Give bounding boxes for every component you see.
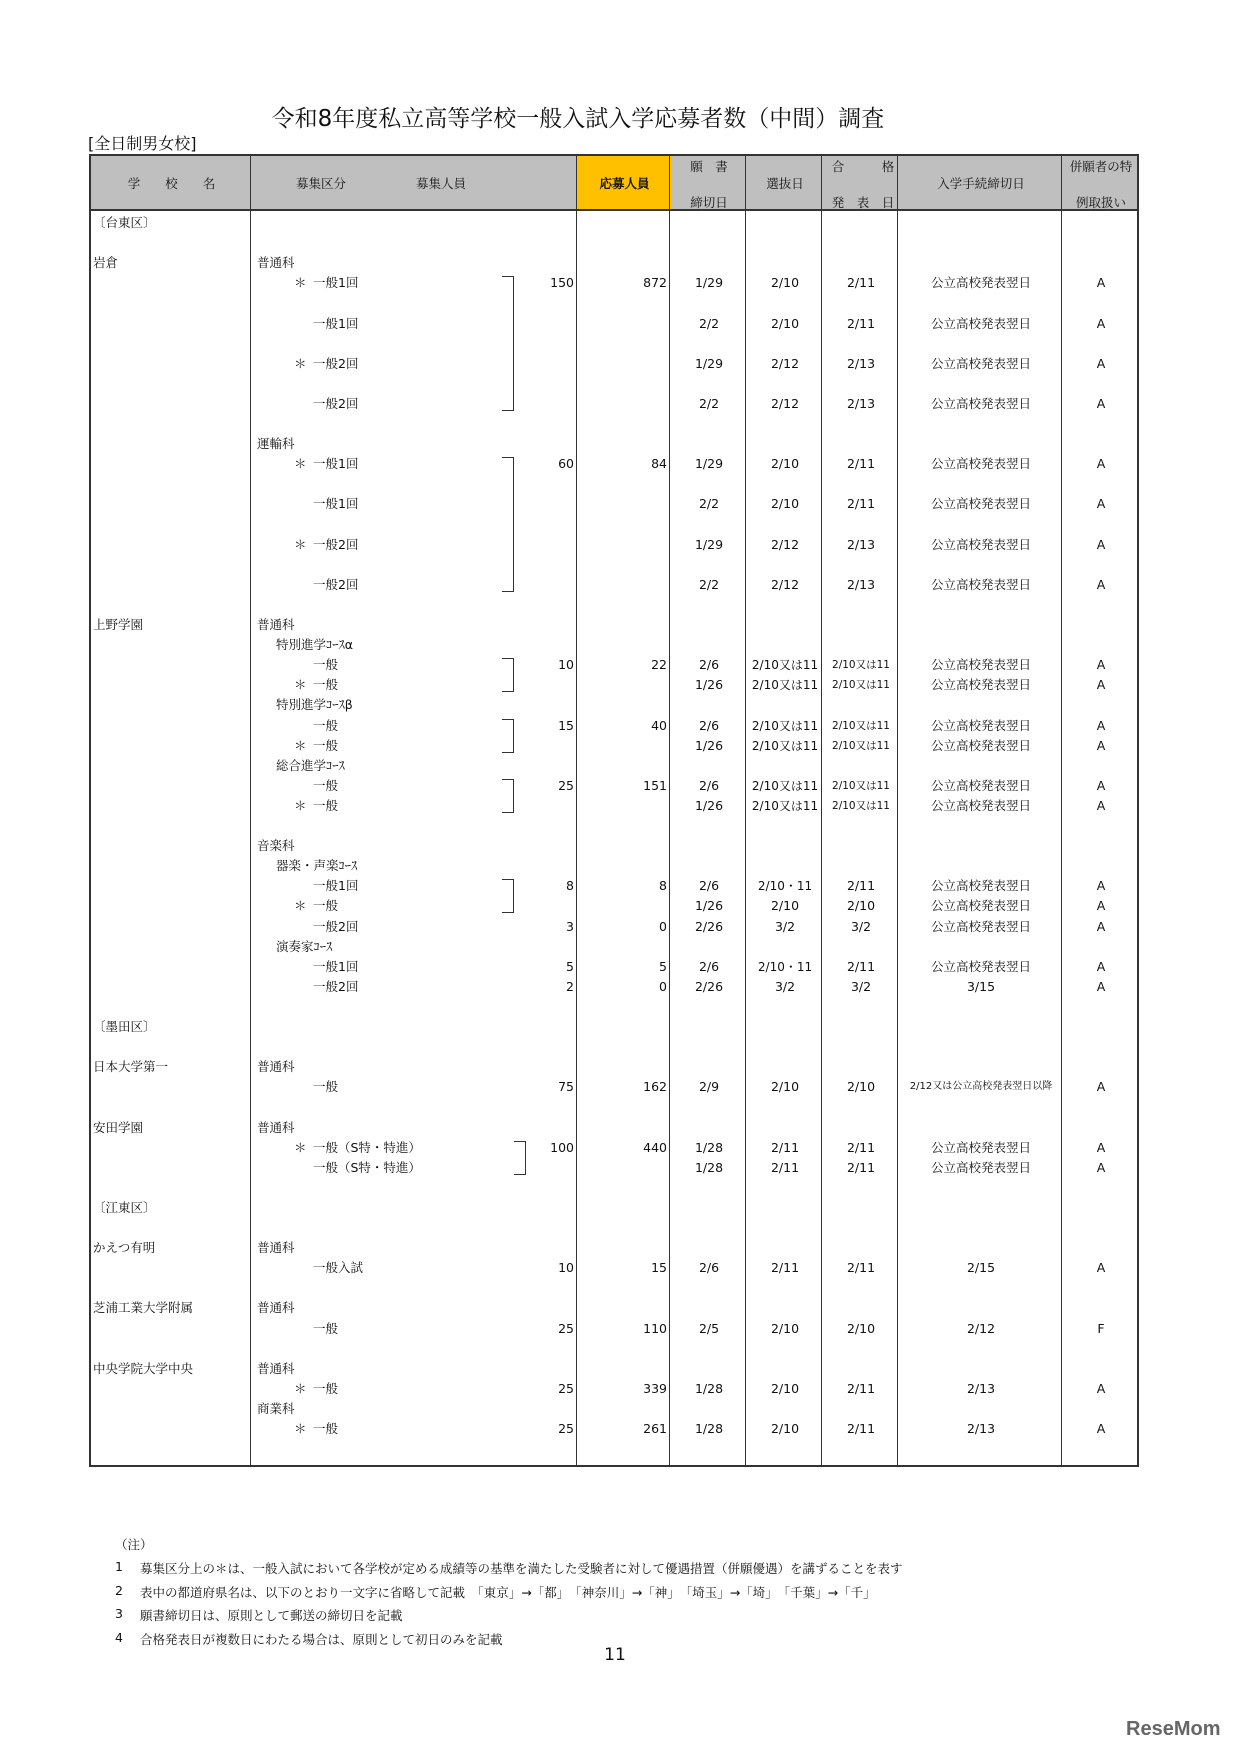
cell-deadline: 1/29 — [694, 355, 724, 371]
note-num: 3 — [115, 1606, 123, 1622]
cell-apps: 8 — [659, 878, 667, 894]
cell-name: 一般1回 — [313, 275, 359, 291]
cell-school: 岩倉 — [93, 255, 119, 271]
applicant-table — [89, 154, 1139, 1467]
cell-deadline: 2/6 — [698, 717, 720, 733]
cell-pri: A — [1096, 1139, 1106, 1155]
cell-apps: 15 — [651, 1260, 667, 1276]
cell-name: 一般（S特・特進） — [313, 1159, 421, 1175]
cell-name: 一般 — [313, 737, 339, 753]
cell-school: 安田学園 — [93, 1119, 144, 1135]
cell-result: 2/11 — [846, 1139, 876, 1155]
header-priority-bottom: 例取扱い — [1075, 195, 1126, 210]
cell-pri: A — [1096, 878, 1106, 894]
cell-exam: 2/10又は11 — [751, 798, 819, 813]
cell-name: 一般 — [313, 1320, 339, 1336]
header-deadline-top: 願 書 — [690, 159, 728, 174]
cell-apps: 0 — [659, 918, 667, 934]
cell-exam: 2/10 — [770, 1320, 800, 1336]
note-text: 募集区分上の＊は、一般入試において各学校が定める成績等の基準を満たした受験者に対して優遇措置（併願優遇）を講ずることを表す — [140, 1561, 903, 1576]
cell-pri: A — [1096, 717, 1106, 733]
cell-quota: 150 — [550, 275, 574, 291]
cell-result: 2/11 — [846, 496, 876, 512]
note-num: 1 — [115, 1559, 123, 1574]
cell-deadline: 2/26 — [694, 918, 724, 934]
cell-result: 2/11 — [846, 878, 876, 894]
cell-course: 総合進学ｺｰｽ — [276, 757, 345, 773]
cell-name: 一般1回 — [313, 456, 359, 472]
cell-deadline: 2/6 — [698, 878, 720, 894]
cell-deadline: 2/9 — [698, 1079, 720, 1095]
cell-proc: 公立高校発表翌日 — [930, 737, 1031, 753]
cell-name: 一般2回 — [313, 978, 359, 994]
cell-proc: 公立高校発表翌日 — [930, 355, 1031, 371]
cell-quota: 3 — [566, 918, 574, 934]
cell-name: 一般2回 — [313, 536, 359, 552]
cell-pri: A — [1096, 395, 1106, 411]
cell-pri: A — [1096, 496, 1106, 512]
cell-result: 2/10 — [846, 1079, 876, 1095]
cell-proc: 公立高校発表翌日 — [930, 315, 1031, 331]
cell-proc: 公立高校発表翌日 — [930, 496, 1031, 512]
cell-school: 〔江東区〕 — [93, 1199, 156, 1215]
cell-quota: 25 — [558, 1380, 574, 1396]
cell-result: 2/11 — [846, 1421, 876, 1436]
cell-star: ＊ — [294, 677, 307, 693]
cell-exam: 2/10又は11 — [751, 718, 819, 733]
cell-exam: 2/12 — [770, 395, 800, 411]
cell-pri: A — [1096, 355, 1106, 371]
cell-exam: 2/10又は11 — [751, 778, 819, 793]
cell-school: 中央学院大学中央 — [93, 1360, 194, 1376]
cell-result: 2/10又は11 — [832, 779, 890, 792]
cell-name: 一般 — [313, 657, 339, 673]
cell-proc: 公立高校発表翌日 — [930, 898, 1031, 914]
cell-apps: 261 — [643, 1421, 667, 1436]
cell-deadline: 2/2 — [698, 576, 720, 592]
cell-proc: 公立高校発表翌日 — [930, 878, 1031, 894]
cell-name: 一般 — [313, 1079, 339, 1095]
cell-proc: 2/12 — [966, 1320, 996, 1336]
cell-deadline: 2/2 — [698, 395, 720, 411]
cell-exam: 2/11 — [770, 1260, 800, 1276]
cell-result: 2/11 — [846, 1159, 876, 1175]
cell-exam: 2/10・11 — [757, 879, 813, 894]
cell-dept: 普通科 — [257, 1059, 295, 1075]
cell-exam: 2/12 — [770, 576, 800, 592]
cell-pri: A — [1096, 737, 1106, 753]
cell-deadline: 2/6 — [698, 657, 720, 673]
cell-pri: A — [1096, 657, 1106, 673]
header-exam: 選抜日 — [766, 176, 804, 191]
cell-quota: 5 — [566, 958, 574, 974]
cell-name: 一般1回 — [313, 496, 359, 512]
note-num: 2 — [115, 1582, 123, 1598]
cell-result: 2/10又は11 — [832, 719, 890, 732]
cell-course: 器楽・声楽ｺｰｽ — [276, 858, 358, 874]
cell-pri: A — [1096, 315, 1106, 331]
cell-exam: 2/10又は11 — [751, 678, 819, 693]
cell-deadline: 2/6 — [698, 777, 720, 793]
cell-pri: A — [1096, 797, 1106, 813]
cell-apps: 162 — [643, 1079, 667, 1095]
cell-pri: A — [1096, 1260, 1106, 1276]
cell-star: ＊ — [294, 456, 307, 472]
cell-apps: 151 — [643, 777, 667, 793]
cell-star: ＊ — [294, 275, 307, 291]
cell-pri: F — [1097, 1320, 1105, 1336]
cell-name: 一般 — [313, 797, 339, 813]
cell-apps: 339 — [643, 1380, 667, 1396]
cell-star: ＊ — [294, 1139, 307, 1155]
cell-proc: 公立高校発表翌日 — [930, 576, 1031, 592]
cell-name: 一般入試 — [313, 1260, 364, 1276]
cell-deadline: 1/28 — [694, 1380, 724, 1396]
cell-star: ＊ — [294, 898, 307, 914]
cell-quota: 10 — [558, 657, 574, 673]
cell-name: 一般1回 — [313, 958, 359, 974]
cell-dept: 音楽科 — [257, 838, 295, 854]
cell-quota: 8 — [566, 878, 574, 894]
cell-exam: 2/11 — [770, 1159, 800, 1175]
cell-quota: 2 — [566, 978, 574, 994]
cell-deadline: 2/6 — [698, 1260, 720, 1276]
cell-exam: 2/10 — [770, 496, 800, 512]
cell-proc: 公立高校発表翌日 — [930, 395, 1031, 411]
cell-dept: 普通科 — [257, 1240, 295, 1256]
cell-result: 3/2 — [850, 978, 872, 994]
notes-heading: （注） — [115, 1537, 153, 1552]
table-header — [91, 156, 1137, 211]
cell-proc: 3/15 — [966, 978, 996, 994]
cell-deadline: 1/28 — [694, 1421, 724, 1436]
group-bracket — [502, 719, 514, 753]
cell-exam: 2/10 — [770, 898, 800, 914]
cell-proc: 2/13 — [966, 1421, 996, 1436]
cell-quota: 75 — [558, 1079, 574, 1095]
cell-exam: 2/10 — [770, 315, 800, 331]
cell-pri: A — [1096, 456, 1106, 472]
cell-result: 2/11 — [846, 275, 876, 291]
cell-apps: 872 — [643, 275, 667, 291]
cell-dept: 商業科 — [257, 1400, 295, 1416]
cell-star: ＊ — [294, 737, 307, 753]
cell-pri: A — [1096, 1380, 1106, 1396]
note-text: 願書締切日は、原則として郵送の締切日を記載 — [140, 1608, 403, 1624]
group-bracket — [502, 457, 514, 592]
cell-quota: 25 — [558, 1421, 574, 1436]
cell-dept: 普通科 — [257, 1119, 295, 1135]
cell-exam: 2/11 — [770, 1139, 800, 1155]
page-number: 11 — [604, 1645, 626, 1665]
cell-name: 一般 — [313, 777, 339, 793]
cell-name: 一般1回 — [313, 315, 359, 331]
cell-course: 特別進学ｺｰｽβ — [276, 697, 353, 713]
cell-pri: A — [1096, 275, 1106, 291]
cell-pri: A — [1096, 777, 1106, 793]
cell-exam: 2/10又は11 — [751, 738, 819, 753]
cell-quota: 10 — [558, 1260, 574, 1276]
cell-proc: 公立高校発表翌日 — [930, 1159, 1031, 1175]
cell-dept: 普通科 — [257, 255, 295, 271]
cell-pri: A — [1096, 918, 1106, 934]
note-text: 合格発表日が複数日にわたる場合は、原則として初日のみを記載 — [140, 1632, 503, 1648]
cell-exam: 3/2 — [774, 918, 796, 934]
cell-name: 一般（S特・特進） — [313, 1139, 421, 1155]
cell-result: 2/11 — [846, 1260, 876, 1276]
cell-school: かえつ有明 — [93, 1240, 156, 1256]
header-category: 募集区分 — [295, 176, 346, 191]
cell-dept: 運輸科 — [257, 436, 295, 452]
cell-course: 演奏家ｺｰｽ — [276, 938, 333, 954]
header-procedure: 入学手続締切日 — [937, 176, 1025, 191]
cell-dept: 普通科 — [257, 617, 295, 632]
cell-proc: 公立高校発表翌日 — [930, 677, 1031, 693]
cell-deadline: 1/28 — [694, 1139, 724, 1155]
page-title: 令和8年度私立高等学校一般入試入学応募者数（中間）調査 — [271, 106, 885, 132]
cell-result: 2/10 — [846, 1320, 876, 1336]
cell-quota: 15 — [558, 717, 574, 733]
cell-exam: 2/10 — [770, 1421, 800, 1436]
cell-course: 特別進学ｺｰｽα — [276, 637, 353, 653]
cell-star: ＊ — [294, 1380, 307, 1396]
cell-proc: 公立高校発表翌日 — [930, 456, 1031, 472]
group-bracket — [502, 276, 514, 411]
column-divider — [250, 156, 251, 1465]
cell-deadline: 1/26 — [694, 898, 724, 914]
cell-apps: 0 — [659, 978, 667, 994]
cell-quota: 100 — [550, 1139, 574, 1155]
cell-result: 2/13 — [846, 355, 876, 371]
cell-pri: A — [1096, 1421, 1106, 1436]
cell-result: 2/11 — [846, 1380, 876, 1396]
cell-deadline: 1/26 — [694, 737, 724, 753]
cell-result: 2/13 — [846, 395, 876, 411]
cell-star: ＊ — [294, 355, 307, 371]
cell-apps: 22 — [651, 657, 667, 673]
cell-name: 一般2回 — [313, 918, 359, 934]
cell-proc: 公立高校発表翌日 — [930, 918, 1031, 934]
cell-result: 2/10又は11 — [832, 659, 890, 672]
cell-star: ＊ — [294, 797, 307, 813]
cell-apps: 84 — [651, 456, 667, 472]
cell-proc: 2/13 — [966, 1380, 996, 1396]
cell-result: 2/10 — [846, 898, 876, 914]
cell-result: 2/10又は11 — [832, 739, 890, 752]
column-divider — [576, 156, 577, 1465]
header-priority-top: 併願者の特 — [1069, 159, 1133, 174]
cell-quota: 25 — [558, 777, 574, 793]
cell-deadline: 2/26 — [694, 978, 724, 994]
header-deadline-bottom: 締切日 — [690, 195, 728, 210]
group-bracket — [514, 1141, 526, 1175]
cell-result: 2/13 — [846, 536, 876, 552]
cell-pri: A — [1096, 978, 1106, 994]
cell-pri: A — [1096, 958, 1106, 974]
cell-result: 2/10又は11 — [832, 679, 890, 692]
cell-result: 2/11 — [846, 456, 876, 472]
note-num: 4 — [115, 1630, 123, 1646]
cell-name: 一般1回 — [313, 878, 359, 894]
cell-school: 日本大学第一 — [93, 1059, 169, 1075]
cell-deadline: 1/29 — [694, 456, 724, 472]
header-result-top: 合 格 — [831, 159, 895, 174]
cell-proc: 公立高校発表翌日 — [930, 1139, 1031, 1155]
cell-result: 3/2 — [850, 918, 872, 934]
cell-apps: 40 — [651, 717, 667, 733]
group-bracket — [502, 779, 514, 813]
cell-proc: 公立高校発表翌日 — [930, 958, 1031, 974]
cell-proc: 公立高校発表翌日 — [930, 777, 1031, 793]
cell-name: 一般 — [313, 1380, 339, 1396]
cell-deadline: 2/6 — [698, 958, 720, 974]
cell-exam: 2/10 — [770, 275, 800, 291]
cell-deadline: 2/2 — [698, 496, 720, 512]
cell-deadline: 2/2 — [698, 315, 720, 331]
cell-name: 一般 — [313, 1421, 339, 1436]
cell-star: ＊ — [294, 1421, 307, 1436]
cell-deadline: 1/26 — [694, 677, 724, 693]
header-result-bottom: 発 表 日 — [831, 195, 895, 210]
cell-deadline: 1/26 — [694, 797, 724, 813]
cell-result: 2/11 — [846, 315, 876, 331]
cell-apps: 110 — [643, 1320, 667, 1336]
cell-exam: 2/10又は11 — [751, 658, 819, 673]
cell-pri: A — [1096, 677, 1106, 693]
cell-quota: 25 — [558, 1320, 574, 1336]
cell-star: ＊ — [294, 536, 307, 552]
cell-result: 2/13 — [846, 576, 876, 592]
cell-result: 2/10又は11 — [832, 799, 890, 812]
cell-pri: A — [1096, 1159, 1106, 1175]
header-applicants: 応募人員 — [599, 176, 650, 191]
cell-school: 芝浦工業大学附属 — [93, 1300, 194, 1316]
cell-pri: A — [1096, 898, 1106, 914]
cell-school: 〔墨田区〕 — [93, 1019, 156, 1034]
cell-result: 2/11 — [846, 958, 876, 974]
cell-proc: 公立高校発表翌日 — [930, 275, 1031, 291]
cell-name: 一般2回 — [313, 395, 359, 411]
cell-proc: 2/15 — [966, 1260, 996, 1276]
cell-deadline: 2/5 — [698, 1320, 720, 1336]
cell-dept: 普通科 — [257, 1360, 295, 1376]
cell-pri: A — [1096, 576, 1106, 592]
cell-dept: 普通科 — [257, 1300, 295, 1316]
school-type-label: [全日制男女校] — [88, 134, 197, 153]
cell-name: 一般2回 — [313, 576, 359, 592]
cell-quota: 60 — [558, 456, 574, 472]
cell-exam: 2/10 — [770, 456, 800, 472]
cell-exam: 2/12 — [770, 355, 800, 371]
cell-name: 一般2回 — [313, 355, 359, 371]
cell-proc: 公立高校発表翌日 — [930, 797, 1031, 813]
cell-pri: A — [1096, 536, 1106, 552]
group-bracket — [502, 879, 514, 913]
header-quota: 募集人員 — [415, 176, 466, 191]
cell-deadline: 1/28 — [694, 1159, 724, 1175]
cell-deadline: 1/29 — [694, 536, 724, 552]
resemom-logo: ReseMom — [1126, 1718, 1221, 1740]
cell-deadline: 1/29 — [694, 275, 724, 291]
cell-apps: 440 — [643, 1139, 667, 1155]
cell-exam: 2/10 — [770, 1380, 800, 1396]
cell-proc: 公立高校発表翌日 — [930, 657, 1031, 673]
cell-school: 上野学園 — [93, 617, 144, 632]
cell-exam: 2/10・11 — [757, 959, 813, 974]
cell-apps: 5 — [659, 958, 667, 974]
header-school: 学 校 名 — [127, 176, 216, 191]
cell-proc: 2/12又は公立高校発表翌日以降 — [909, 1081, 1053, 1093]
cell-pri: A — [1096, 1079, 1106, 1095]
group-bracket — [502, 658, 514, 692]
cell-name: 一般 — [313, 898, 339, 914]
cell-proc: 公立高校発表翌日 — [930, 536, 1031, 552]
cell-name: 一般 — [313, 677, 339, 693]
note-text: 表中の都道府県名は、以下のとおり一文字に省略して記載 「東京」→「都」 「神奈川」→「神」 「埼玉」→「埼」 「千葉」→「千」 — [140, 1584, 876, 1600]
cell-school: 〔台東区〕 — [93, 215, 156, 230]
cell-exam: 3/2 — [774, 978, 796, 994]
cell-exam: 2/12 — [770, 536, 800, 552]
cell-name: 一般 — [313, 717, 339, 733]
cell-exam: 2/10 — [770, 1079, 800, 1095]
cell-proc: 公立高校発表翌日 — [930, 717, 1031, 733]
column-divider — [669, 156, 670, 1465]
